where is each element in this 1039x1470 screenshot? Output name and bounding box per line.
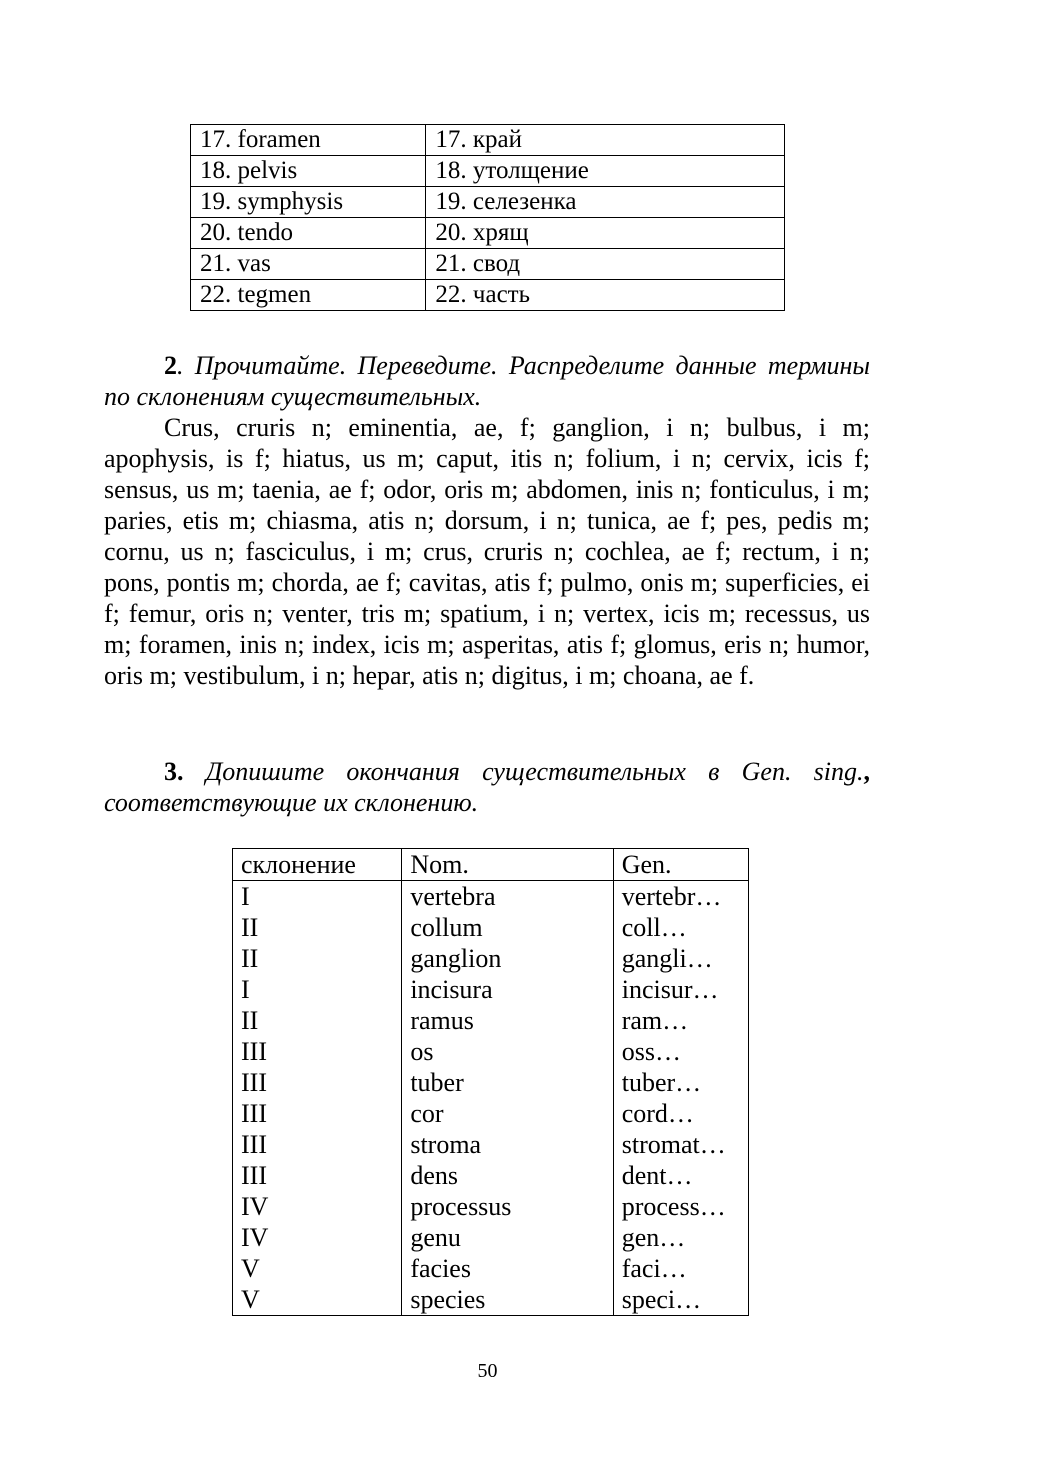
table-row <box>191 156 785 187</box>
nominative-cell: facies <box>402 1253 613 1284</box>
exercise-2-instruction <box>104 350 870 412</box>
nominative-cell: ganglion <box>402 943 613 974</box>
instruction-text: Допишите окончания существительных в Gen. sing. <box>183 757 864 786</box>
latin-term: 22. tegmen <box>191 280 426 311</box>
table-row <box>233 1129 749 1160</box>
genitive-cell: stromat… <box>613 1129 748 1160</box>
declension-cell: I <box>233 974 402 1005</box>
exercise-2 <box>104 350 870 691</box>
exercise-3 <box>104 756 870 818</box>
exercise-number: 3. <box>164 757 184 786</box>
nominative-cell: stroma <box>402 1129 613 1160</box>
genitive-cell: dent… <box>613 1160 748 1191</box>
declension-table <box>232 848 749 1316</box>
page-number: 50 <box>477 1360 498 1382</box>
nominative-cell: species <box>402 1284 613 1316</box>
genitive-cell: gangli… <box>613 943 748 974</box>
nominative-cell: collum <box>402 912 613 943</box>
table-row <box>233 1253 749 1284</box>
nominative-cell: tuber <box>402 1067 613 1098</box>
declension-cell: III <box>233 1036 402 1067</box>
declension-cell: IV <box>233 1191 402 1222</box>
nominative-cell: incisura <box>402 974 613 1005</box>
table-row <box>233 1284 749 1316</box>
latin-term: 21. vas <box>191 249 426 280</box>
genitive-cell: gen… <box>613 1222 748 1253</box>
russian-term: 17. край <box>426 125 785 156</box>
table-row <box>233 974 749 1005</box>
table-row <box>233 1222 749 1253</box>
declension-cell: V <box>233 1284 402 1316</box>
declension-cell: IV <box>233 1222 402 1253</box>
table-row <box>233 1036 749 1067</box>
genitive-cell: tuber… <box>613 1067 748 1098</box>
genitive-cell: vertebr… <box>613 881 748 913</box>
nominative-cell: cor <box>402 1098 613 1129</box>
exercise-2-body: Crus, cruris n; eminentia, ae, f; ganglion, i n; bulbus, i m; apophysis, is f; hiatus, us m; caput, itis n; folium, i n; cervix, icis f; sensus, us m; taenia, ae f; odor, oris m; abdomen, inis n; fonticulus, i m; paries, etis m; chiasma, atis n; dorsum, i n; tunica, ae f; pes, pedis m; cornu, us n; fasciculus, i m; crus, cruris n; cochlea, ae f; rectum, i n; pons, pontis m; chorda, ae f; cavitas, atis f; pulmo, onis m; superficies, ei f; femur, oris n; venter, tris m; spatium, i n; vertex, icis m; recessus, us m; foramen, inis n; index, icis m; asperitas, atis f; glomus, eris n; humor, oris m; vestibulum, i n; hepar, atis n; digitus, i m; choana, ae f. <box>104 413 870 690</box>
table-row <box>233 912 749 943</box>
nominative-cell: genu <box>402 1222 613 1253</box>
declension-cell: III <box>233 1160 402 1191</box>
nominative-cell: dens <box>402 1160 613 1191</box>
declension-cell: III <box>233 1129 402 1160</box>
table-row <box>233 1005 749 1036</box>
declension-table-body <box>233 881 749 1316</box>
nominative-cell: os <box>402 1036 613 1067</box>
column-header: Gen. <box>613 849 748 881</box>
exercise-number: 2 <box>164 351 177 380</box>
table-row <box>191 249 785 280</box>
genitive-cell: speci… <box>613 1284 748 1316</box>
genitive-cell: cord… <box>613 1098 748 1129</box>
russian-term: 21. свод <box>426 249 785 280</box>
column-header: Nom. <box>402 849 613 881</box>
declension-cell: II <box>233 943 402 974</box>
vocabulary-table <box>190 124 785 311</box>
nominative-cell: vertebra <box>402 881 613 913</box>
nominative-cell: ramus <box>402 1005 613 1036</box>
declension-cell: III <box>233 1067 402 1098</box>
column-header: склонение <box>233 849 402 881</box>
instruction-text-cont: соответствующие их склонению. <box>104 788 479 817</box>
genitive-cell: oss… <box>613 1036 748 1067</box>
latin-term: 19. symphysis <box>191 187 426 218</box>
table-row <box>191 187 785 218</box>
genitive-cell: process… <box>613 1191 748 1222</box>
genitive-cell: coll… <box>613 912 748 943</box>
russian-term: 18. утолщение <box>426 156 785 187</box>
russian-term: 22. часть <box>426 280 785 311</box>
table-row <box>191 280 785 311</box>
table-row <box>233 881 749 913</box>
table-row <box>233 943 749 974</box>
exercise-3-instruction <box>104 756 870 818</box>
table-row <box>233 1067 749 1098</box>
declension-cell: III <box>233 1098 402 1129</box>
genitive-cell: ram… <box>613 1005 748 1036</box>
table-header-row <box>233 849 749 881</box>
declension-cell: V <box>233 1253 402 1284</box>
russian-term: 20. хрящ <box>426 218 785 249</box>
latin-term: 17. foramen <box>191 125 426 156</box>
declension-cell: I <box>233 881 402 913</box>
genitive-cell: incisur… <box>613 974 748 1005</box>
latin-term: 20. tendo <box>191 218 426 249</box>
nominative-cell: processus <box>402 1191 613 1222</box>
table-row <box>233 1191 749 1222</box>
table-row <box>191 125 785 156</box>
table-row <box>233 1098 749 1129</box>
table-row <box>233 1160 749 1191</box>
latin-term: 18. pelvis <box>191 156 426 187</box>
instruction-text: . Прочитайте. Переведите. Распределите данные термины по склонениям существительных. <box>104 351 870 411</box>
table-row <box>191 218 785 249</box>
genitive-cell: faci… <box>613 1253 748 1284</box>
instruction-comma: , <box>863 757 870 786</box>
russian-term: 19. селезенка <box>426 187 785 218</box>
declension-cell: II <box>233 1005 402 1036</box>
declension-cell: II <box>233 912 402 943</box>
